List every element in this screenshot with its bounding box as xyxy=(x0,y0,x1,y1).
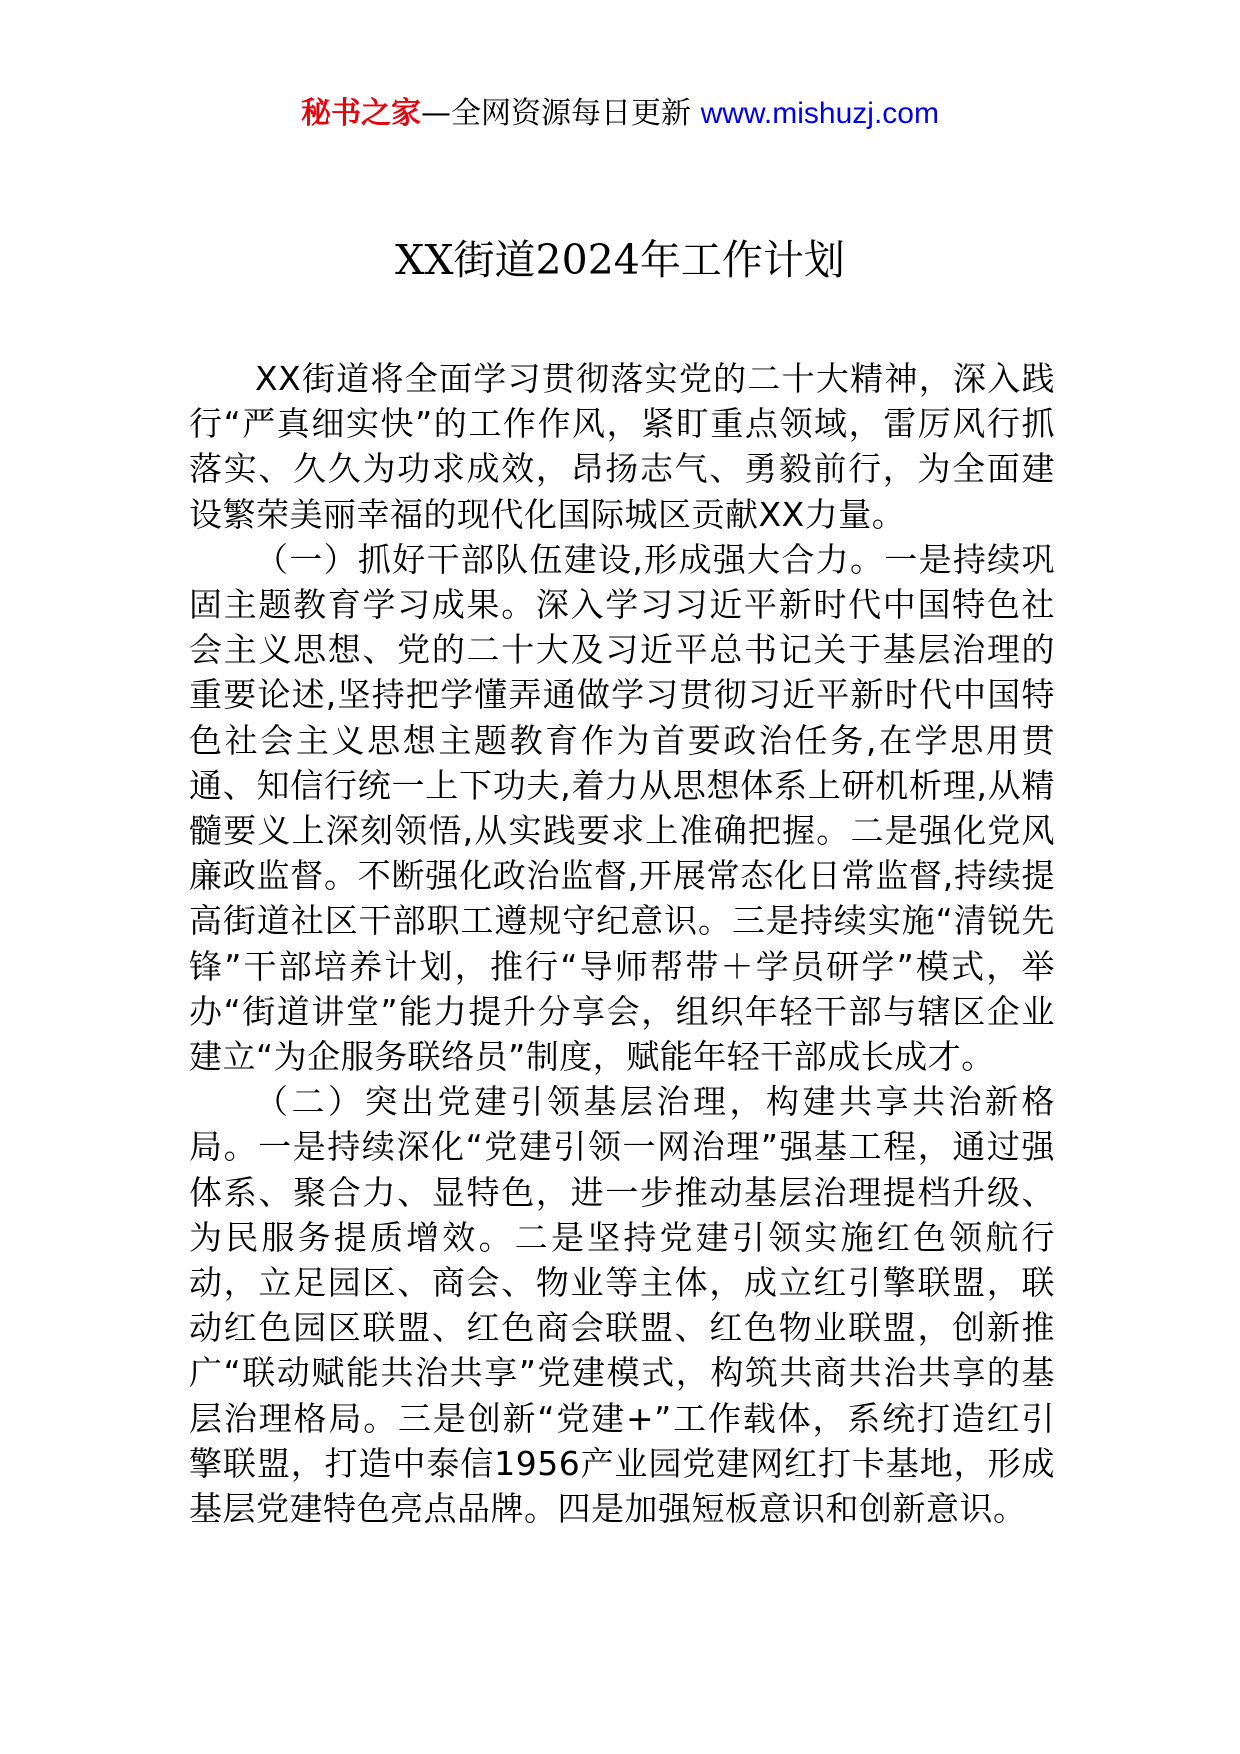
site-tagline: —全网资源每日更新 xyxy=(421,96,692,131)
paragraph-intro: XX街道将全面学习贯彻落实党的二十大精神，深入践行“严真细实快”的工作作风，紧盯重点领域，雷厉风行抓落实、久久为功求成效，昂扬志气、勇毅前行，为全面建设繁荣美丽幸福的现代化国际城区贡献XX力量。 xyxy=(189,359,1055,534)
document-body xyxy=(189,356,1055,1531)
document-title: XX街道2024年工作计划 xyxy=(395,236,845,284)
paragraph-section-1: （一）抓好干部队伍建设,形成强大合力。一是持续巩固主题教育学习成果。深入学习习近平新时代中国特色社会主义思想、党的二十大及习近平总书记关于基层治理的重要论述,坚持把学懂弄通做学习贯彻习近平新时代中国特色社会主义思想主题教育作为首要政治任务,在学思用贯通、知信行统一上下功夫,着力从思想体系上研机析理,从精髓要义上深刻领悟,从实践要求上准确把握。二是强化党风廉政监督。不断强化政治监督,开展常态化日常监督,持续提高街道社区干部职工遵规守纪意识。三是持续实施“清锐先锋”干部培养计划，推行“导师帮带＋学员研学”模式，举办“街道讲堂”能力提升分享会，组织年轻干部与辖区企业建立“为企服务联络员”制度，赋能年轻干部成长成才。 xyxy=(189,539,1055,1077)
site-name: 秘书之家 xyxy=(301,96,422,131)
paragraph-section-2: （二）突出党建引领基层治理，构建共享共治新格局。一是持续深化“党建引领一网治理”强基工程，通过强体系、聚合力、显特色，进一步推动基层治理提档升级、为民服务提质增效。二是坚持党建引领实施红色领航行动，立足园区、商会、物业等主体，成立红引擎联盟，联动红色园区联盟、红色商会联盟、红色物业联盟，创新推广“联动赋能共治共享”党建模式，构筑共商共治共享的基层治理格局。三是创新“党建+”工作载体，系统打造红引擎联盟，打造中泰信1956产业园党建网红打卡基地，形成基层党建特色亮点品牌。四是加强短板意识和创新意识。 xyxy=(189,1082,1055,1529)
site-url-link[interactable]: www.mishuzj.com xyxy=(700,97,939,130)
site-header xyxy=(0,94,1240,134)
